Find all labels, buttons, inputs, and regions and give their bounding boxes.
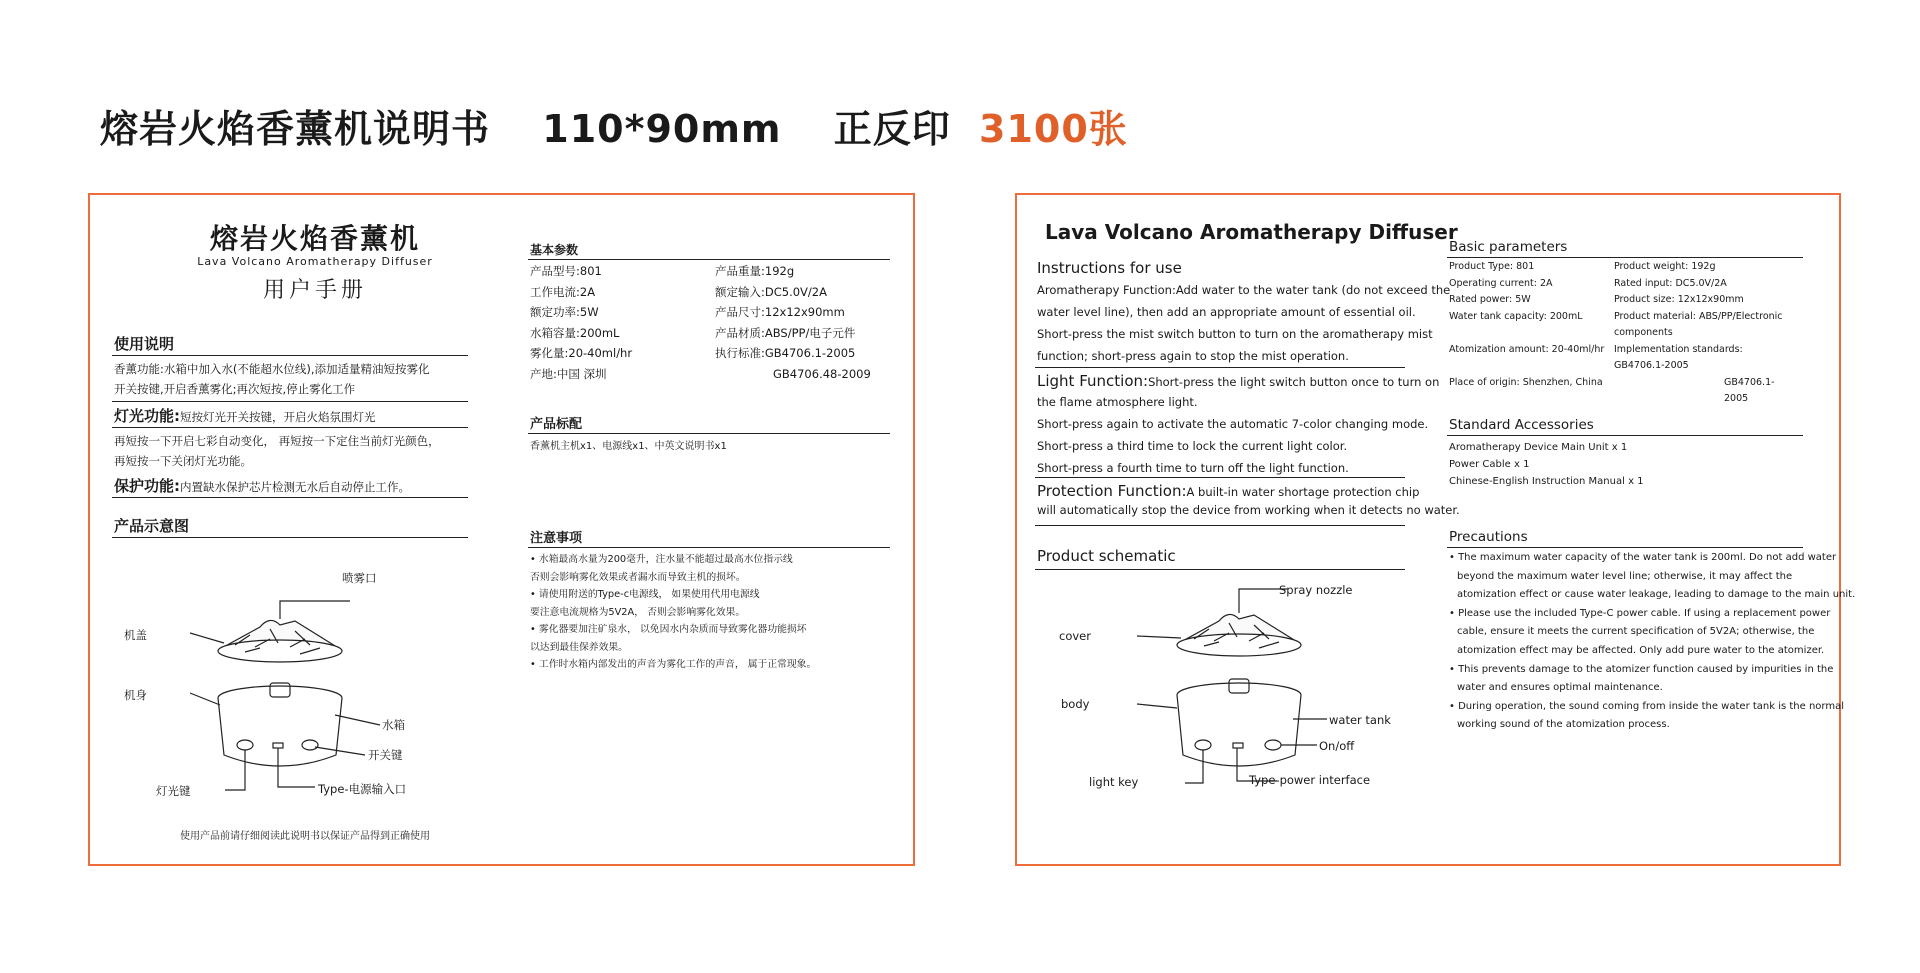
header-quantity: 3100张 xyxy=(979,107,1128,151)
param-cell: Atomization amount: 20-40ml/hr xyxy=(1449,343,1605,355)
english-manual-panel xyxy=(1015,193,1856,866)
text-line: Short-press a fourth time to turn off the light function. xyxy=(1037,461,1349,475)
cn-usage-heading: 使用说明 xyxy=(114,335,175,353)
text-line: the flame atmosphere light. xyxy=(1037,395,1198,409)
param-cell: Product weight: 192g xyxy=(1614,261,1716,272)
param-cell: Rated power: 5W xyxy=(1449,294,1531,305)
divider xyxy=(112,497,468,498)
en-light-text: Short-press the light switch button once to turn on xyxy=(1148,375,1440,389)
param-cell: Product Type: 801 xyxy=(1449,261,1535,272)
text-line: Short-press again to activate the automatic 7-color changing mode. xyxy=(1037,417,1429,431)
param-cell: Implementation standards: GB4706.1-2005 xyxy=(1614,343,1743,371)
cn-title: 熔岩火焰香薰机 xyxy=(209,222,420,255)
en-accessories-list xyxy=(1449,439,1644,490)
divider xyxy=(112,537,468,538)
en-schematic-heading: Product schematic xyxy=(1037,547,1176,565)
param-cell: 额定功率:5W xyxy=(530,305,599,319)
precaution-line: • This prevents damage to the atomizer function caused by impurities in the xyxy=(1449,663,1834,675)
header-product-name: 熔岩火焰香薰机说明书 xyxy=(100,107,491,151)
cn-label-spray: 喷雾口 xyxy=(342,571,377,585)
divider xyxy=(1447,257,1803,258)
param-cell: Product material: ABS/PP/Electronic components xyxy=(1614,310,1783,338)
en-params-table xyxy=(1449,259,1794,408)
note-line: 否则会影响雾化效果或者漏水而导致主机的损坏。 xyxy=(530,571,746,583)
cn-accessories-heading: 产品标配 xyxy=(530,417,583,432)
cn-light-section xyxy=(114,405,376,427)
divider xyxy=(1035,525,1405,526)
en-label-spray: Spray nozzle xyxy=(1279,583,1353,597)
cn-label-typec: Type-电源输入口 xyxy=(318,782,407,796)
cn-schematic-heading: 产品示意图 xyxy=(114,517,190,535)
cn-light-details xyxy=(114,431,440,471)
cn-light-heading: 灯光功能: xyxy=(114,407,180,425)
header-print-mode: 正反印 xyxy=(833,107,951,151)
cn-params-table xyxy=(530,261,885,384)
text-line: 香薰功能:水箱中加入水(不能超水位线),添加适量精油短按雾化 xyxy=(114,362,430,376)
param-cell: Rated input: DC5.0V/2A xyxy=(1614,277,1727,289)
cn-params-heading: 基本参数 xyxy=(530,243,579,257)
note-line: • 雾化器要加注矿泉水， 以免因水内杂质而导致雾化器功能损坏 xyxy=(530,624,807,635)
precaution-line: working sound of the atomization process. xyxy=(1457,719,1670,731)
en-label-typec: Type-power interface xyxy=(1249,773,1371,787)
divider xyxy=(112,401,468,402)
param-cell: Place of origin: Shenzhen, China xyxy=(1449,376,1603,388)
en-label-onoff: On/off xyxy=(1319,739,1355,753)
en-precautions-heading: Precautions xyxy=(1449,529,1528,545)
accessory-item: Chinese-English Instruction Manual x 1 xyxy=(1449,476,1644,487)
text-line: Short-press a third time to lock the current light color. xyxy=(1037,439,1348,453)
param-cell: 工作电流:2A xyxy=(530,284,596,299)
cn-manual-label: 用户手册 xyxy=(262,278,367,303)
en-params-heading: Basic parameters xyxy=(1449,239,1568,255)
note-line: 要注意电流规格为5V2A， 否则会影响雾化效果。 xyxy=(530,606,746,618)
param-cell: Product size: 12x12x90mm xyxy=(1614,294,1744,305)
cn-label-switch: 开关键 xyxy=(368,748,403,762)
text-line: 再短按一下开启七彩自动变化， 再短按一下定住当前灯光颜色， xyxy=(114,434,440,448)
en-label-body: body xyxy=(1061,697,1090,711)
divider xyxy=(112,355,468,356)
precaution-line: cable, ensure it meets the current specification of 5V2A; otherwise, the xyxy=(1457,626,1815,638)
divider xyxy=(1035,477,1405,478)
cn-subtitle: Lava Volcano Aromatherapy Diffuser xyxy=(197,255,433,268)
cn-usage-text xyxy=(114,359,430,399)
param-cell: 水箱容量:200mL xyxy=(530,325,620,340)
text-line: 再短按一下关闭灯光功能。 xyxy=(114,454,252,468)
precaution-line: beyond the maximum water level line; otherwise, it may affect the xyxy=(1457,570,1793,582)
en-protect-heading: Protection Function: xyxy=(1037,482,1187,500)
accessory-item: Power Cable x 1 xyxy=(1449,459,1530,470)
note-line: • 工作时水箱内部发出的声音为雾化工作的声音， 属于正常现象。 xyxy=(530,659,817,670)
precaution-line: water and ensures optimal maintenance. xyxy=(1457,682,1663,694)
cn-notes-list xyxy=(530,551,816,674)
en-label-tank: water tank xyxy=(1329,713,1391,727)
param-cell: 产地:中国 深圳 xyxy=(530,366,607,381)
cn-label-light: 灯光键 xyxy=(156,784,191,798)
precaution-line: atomization effect may be affected. Only add pure water to the atomizer. xyxy=(1457,644,1825,656)
chinese-manual-panel xyxy=(88,193,915,866)
note-line: • 水箱最高水量为200毫升，注水量不能超过最高水位指示线 xyxy=(530,554,793,565)
en-instructions-heading: Instructions for use xyxy=(1037,259,1182,277)
en-instructions-text xyxy=(1037,279,1450,367)
param-cell: Water tank capacity: 200mL xyxy=(1449,310,1583,322)
en-light-details xyxy=(1037,391,1428,479)
param-cell: Operating current: 2A xyxy=(1449,277,1553,289)
cn-light-text: 短按灯光开关按键，开启火焰氛围灯光 xyxy=(180,410,376,424)
note-line: 以达到最佳保养效果。 xyxy=(530,641,628,653)
divider xyxy=(528,259,890,260)
cn-protect-heading: 保护功能: xyxy=(114,477,180,495)
param-cell: 雾化量:20-40ml/hr xyxy=(530,346,633,360)
param-cell: 产品材质:ABS/PP/电子元件 xyxy=(715,325,856,340)
text-line: function; short-press again to stop the mist operation. xyxy=(1037,349,1349,363)
param-cell: GB4706.1-2005 xyxy=(1724,376,1775,404)
param-cell: 产品型号:801 xyxy=(530,264,602,278)
param-cell: 执行标准:GB4706.1-2005 xyxy=(715,346,856,360)
param-cell: 产品尺寸:12x12x90mm xyxy=(715,305,845,319)
text-line: water level line), then add an appropriate amount of essential oil. xyxy=(1037,305,1416,319)
cn-label-body: 机身 xyxy=(124,688,147,702)
en-label-light: light key xyxy=(1089,775,1139,789)
en-protect-section xyxy=(1037,481,1419,500)
text-line: Short-press the mist switch button to turn on the aromatherapy mist xyxy=(1037,327,1433,341)
divider xyxy=(528,547,890,548)
cn-protect-section xyxy=(114,475,410,497)
cn-label-tank: 水箱 xyxy=(382,718,405,732)
cn-accessories-text: 香薰机主机x1、电源线x1、中英文说明书x1 xyxy=(530,441,727,452)
en-protect-line2: will automatically stop the device from working when it detects no water. xyxy=(1037,503,1460,517)
divider xyxy=(528,433,890,434)
divider xyxy=(1447,435,1803,436)
divider xyxy=(1035,569,1405,570)
param-cell: 产品重量:192g xyxy=(715,264,795,278)
header-title xyxy=(100,98,1128,153)
param-cell: GB4706.48-2009 xyxy=(773,366,871,381)
precaution-line: atomization effect or cause water leakage, leading to damage to the main unit. xyxy=(1457,589,1856,601)
text-line: Aromatherapy Function:Add water to the water tank (do not exceed the xyxy=(1037,283,1451,297)
en-light-section xyxy=(1037,371,1439,390)
precaution-line: • During operation, the sound coming from inside the water tank is the normal xyxy=(1449,700,1845,712)
en-protect-text: A built-in water shortage protection chip xyxy=(1186,485,1420,499)
divider xyxy=(1035,367,1405,368)
header-size: 110*90mm xyxy=(542,107,782,151)
precaution-line: • The maximum water capacity of the water tank is 200ml. Do not add water xyxy=(1449,552,1837,563)
cn-footer-note: 使用产品前请仔细阅读此说明书以保证产品得到正确使用 xyxy=(180,831,430,842)
note-line: • 请使用附送的Type-c电源线， 如果使用代用电源线 xyxy=(530,589,760,600)
cn-label-cover: 机盖 xyxy=(124,628,147,642)
en-precautions-list xyxy=(1449,549,1855,735)
en-light-heading: Light Function: xyxy=(1037,372,1149,390)
text-line: 开关按键,开启香薰雾化;再次短按,停止雾化工作 xyxy=(114,382,356,396)
en-accessories-heading: Standard Accessories xyxy=(1449,417,1594,433)
precaution-line: • Please use the included Type-C power cable. If using a replacement power xyxy=(1449,607,1831,619)
divider xyxy=(112,427,468,428)
param-cell: 额定输入:DC5.0V/2A xyxy=(715,284,827,299)
cn-protect-text: 内置缺水保护芯片检测无水后自动停止工作。 xyxy=(180,480,410,494)
cn-notes-heading: 注意事项 xyxy=(530,531,583,546)
accessory-item: Aromatherapy Device Main Unit x 1 xyxy=(1449,442,1628,453)
en-title: Lava Volcano Aromatherapy Diffuser xyxy=(1045,220,1458,244)
divider xyxy=(1447,547,1803,548)
en-label-cover: cover xyxy=(1059,629,1091,643)
